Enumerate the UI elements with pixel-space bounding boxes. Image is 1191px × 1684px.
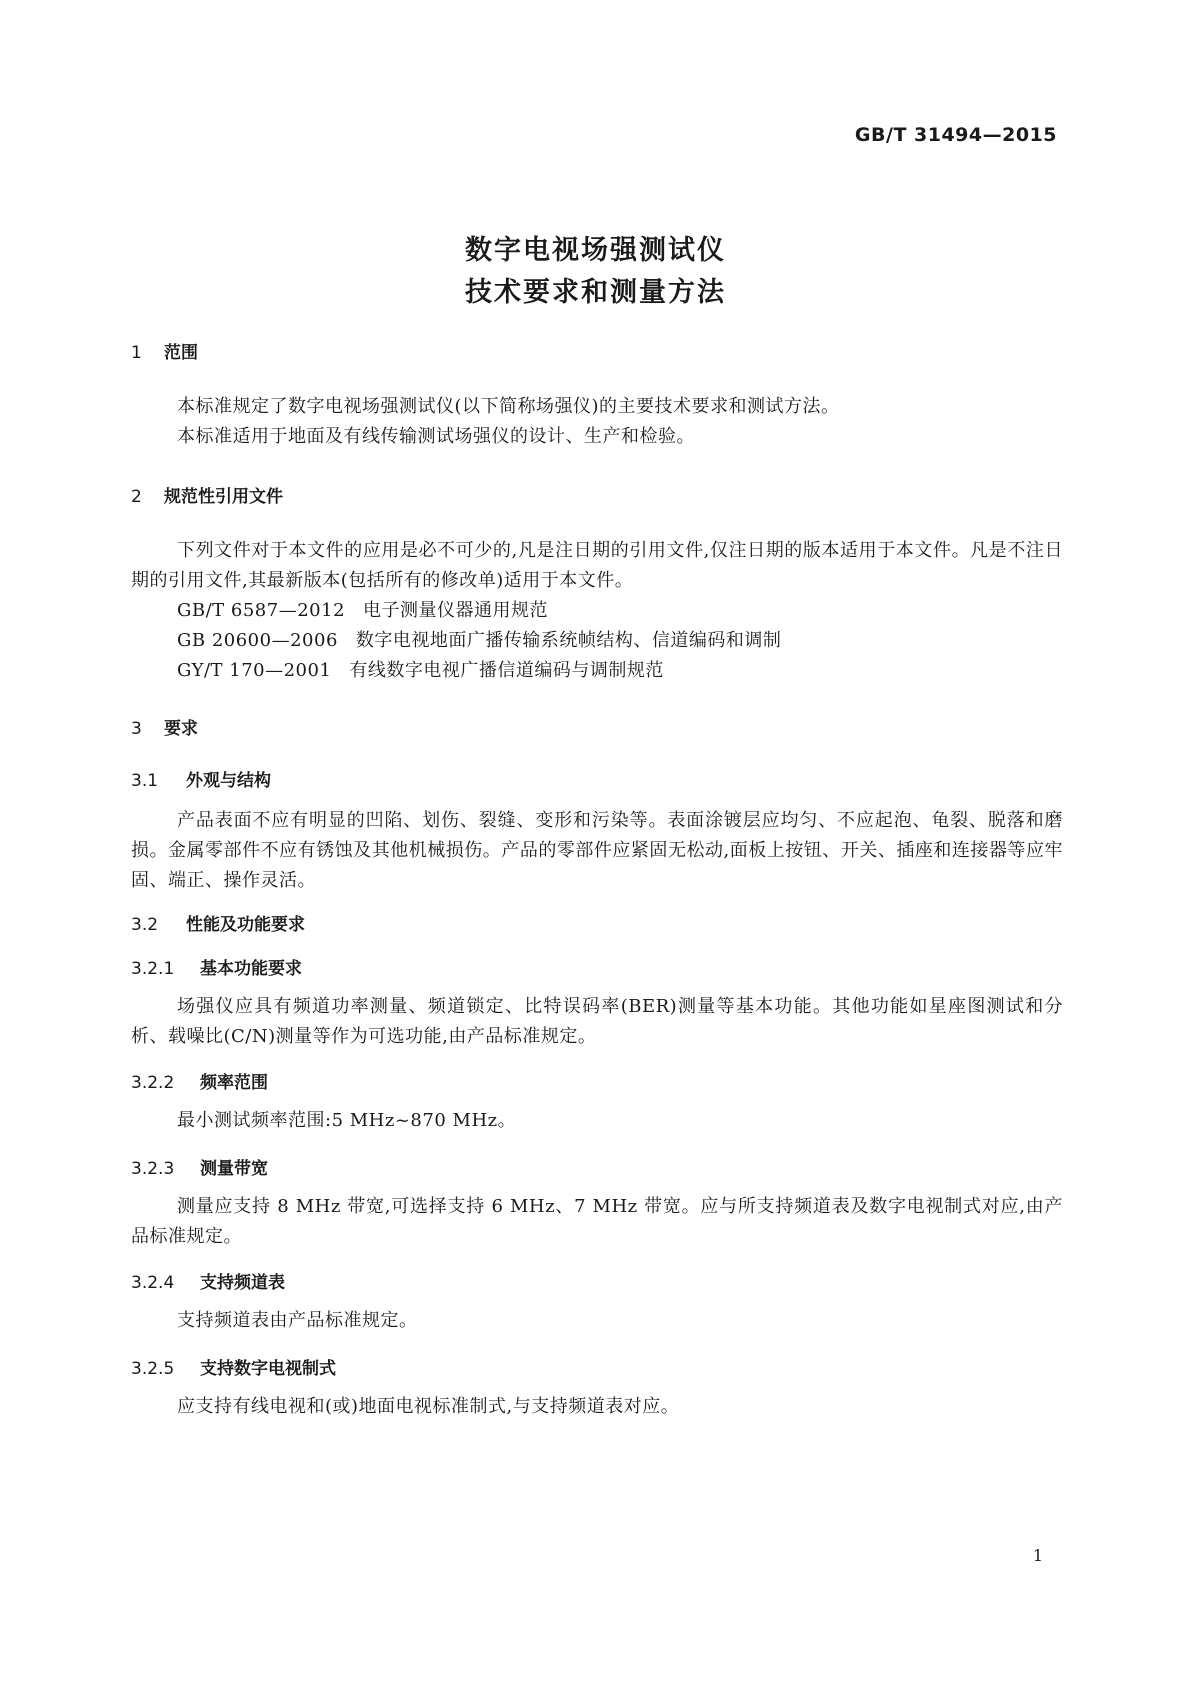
section-title: 基本功能要求 — [200, 959, 302, 979]
section-title: 要求 — [164, 719, 198, 739]
section-title: 支持频道表 — [200, 1273, 285, 1293]
normative-reference — [177, 656, 664, 682]
section-3-1-heading — [131, 766, 271, 791]
section-3-2-5-heading — [131, 1354, 336, 1379]
section-3-1-paragraph: 产品表面不应有明显的凹陷、划伤、裂缝、变形和污染等。表面涂镀层应均匀、不应起泡、龟裂、脱落和磨损。金属零部件不应有锈蚀及其他机械损伤。产品的零部件应紧固无松动,面板上按钮、开关、插座和连接器等应牢固、端正、操作灵活。 — [131, 810, 1063, 891]
normative-reference — [177, 596, 548, 622]
section-3-2-1-paragraph: 场强仪应具有频道功率测量、频道锁定、比特误码率(BER)测量等基本功能。其他功能如星座图测试和分析、载噪比(C/N)测量等作为可选功能,由产品标准规定。 — [131, 996, 1063, 1047]
section-1-heading — [131, 338, 198, 363]
section-title: 支持数字电视制式 — [200, 1359, 336, 1379]
section-3-2-4-paragraph: 支持频道表由产品标准规定。 — [177, 1310, 418, 1331]
section-3-2-4-heading — [131, 1268, 285, 1293]
section-number: 1 — [131, 343, 142, 363]
section-3-heading — [131, 714, 198, 739]
section-title: 频率范围 — [200, 1073, 268, 1093]
section-3-2-heading — [131, 910, 305, 935]
page-number: 1 — [1032, 1546, 1043, 1565]
section-title: 性能及功能要求 — [186, 915, 305, 935]
section-3-2-5-paragraph: 应支持有线电视和(或)地面电视标准制式,与支持频道表对应。 — [177, 1396, 680, 1417]
section-3-2-2-paragraph: 最小测试频率范围:5 MHz~870 MHz。 — [177, 1110, 517, 1131]
section-3-2-3-paragraph: 测量应支持 8 MHz 带宽,可选择支持 6 MHz、7 MHz 带宽。应与所支持频道表及数字电视制式对应,由产品标准规定。 — [131, 1196, 1063, 1247]
section-number: 3.2.4 — [131, 1273, 175, 1293]
section-number: 3.2.2 — [131, 1073, 175, 1093]
section-title: 外观与结构 — [186, 771, 271, 791]
document-title-line1: 数字电视场强测试仪 — [465, 235, 726, 266]
section-1-paragraph-1: 本标准规定了数字电视场强测试仪(以下简称场强仪)的主要技术要求和测试方法。 — [177, 396, 840, 417]
section-title: 测量带宽 — [200, 1159, 268, 1179]
normative-reference — [177, 626, 781, 652]
section-title: 范围 — [164, 343, 198, 363]
reference-code: GY/T 170—2001 — [177, 660, 332, 681]
section-1-paragraph-2: 本标准适用于地面及有线传输测试场强仪的设计、生产和检验。 — [177, 426, 695, 447]
section-number: 3.2.5 — [131, 1359, 175, 1379]
section-number: 3.1 — [131, 771, 159, 791]
standard-number: GB/T 31494—2015 — [854, 124, 1057, 146]
section-number: 3 — [131, 719, 142, 739]
section-number: 3.2.3 — [131, 1159, 175, 1179]
section-number: 3.2 — [131, 915, 159, 935]
reference-name: 电子测量仪器通用规范 — [363, 600, 549, 621]
reference-name: 数字电视地面广播传输系统帧结构、信道编码和调制 — [355, 630, 782, 651]
section-number: 3.2.1 — [131, 959, 175, 979]
section-title: 规范性引用文件 — [164, 487, 283, 507]
section-number: 2 — [131, 487, 142, 507]
reference-code: GB 20600—2006 — [177, 630, 338, 651]
section-2-heading — [131, 482, 283, 507]
reference-code: GB/T 6587—2012 — [177, 600, 346, 621]
section-3-2-1-heading — [131, 954, 302, 979]
reference-name: 有线数字电视广播信道编码与调制规范 — [349, 660, 664, 681]
document-title-line2: 技术要求和测量方法 — [465, 277, 726, 308]
section-3-2-3-heading — [131, 1154, 268, 1179]
section-3-2-2-heading — [131, 1068, 268, 1093]
section-2-paragraph-1: 下列文件对于本文件的应用是必不可少的,凡是注日期的引用文件,仅注日期的版本适用于本文件。凡是不注日期的引用文件,其最新版本(包括所有的修改单)适用于本文件。 — [131, 540, 1063, 591]
